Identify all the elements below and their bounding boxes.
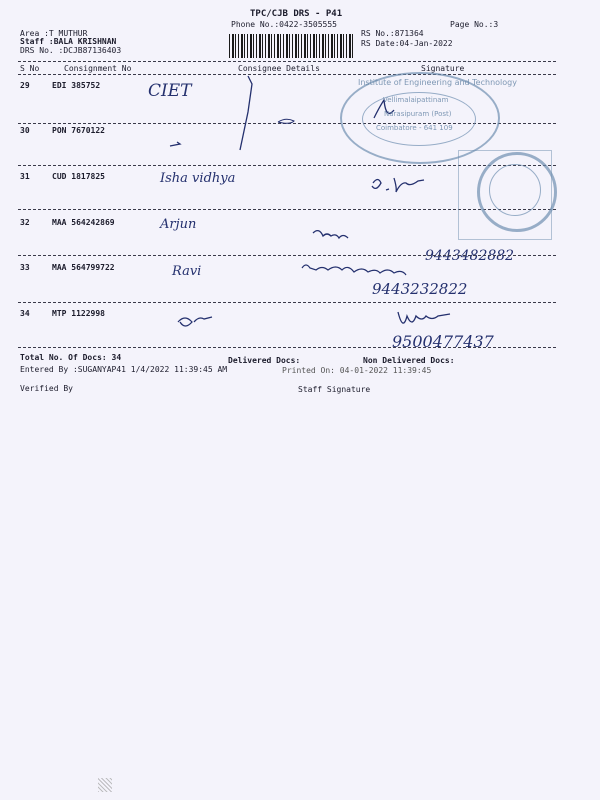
drs-number: DRS No. :DCJB87136403 <box>20 46 122 55</box>
column-header-consignee: Consignee Details <box>238 64 320 73</box>
delivered-docs: Delivered Docs: <box>228 356 301 365</box>
handwritten-consignee: CIET <box>148 81 192 101</box>
column-header-sno: S No <box>20 64 40 73</box>
handwritten-consignee: Arjun <box>160 217 197 232</box>
row-consignment: MTP 1122998 <box>52 309 105 318</box>
handwritten-consignee: Isha vidhya <box>160 171 236 186</box>
staff-signature-label: Staff Signature <box>298 385 371 394</box>
total-docs: Total No. Of Docs: 34 <box>20 353 122 362</box>
row-sno: 31 <box>20 172 30 181</box>
row-consignment: MAA 564242869 <box>52 218 115 227</box>
page-number: Page No.:3 <box>450 20 499 29</box>
rs-date: RS Date:04-Jan-2022 <box>361 39 453 48</box>
verified-by: Verified By <box>20 384 73 393</box>
printed-on: Printed On: 04-01-2022 11:39:45 <box>282 366 432 375</box>
staff-label: Staff :BALA KRISHNAN <box>20 37 117 46</box>
seal-ring-text: Institute of Engineering and Technology <box>358 78 517 87</box>
row-sno: 30 <box>20 126 30 135</box>
column-header-signature: Signature <box>421 64 465 73</box>
handwritten-phone: 9443232822 <box>372 280 468 298</box>
document-title: TPC/CJB DRS - P41 <box>250 9 343 19</box>
handwritten-phone: 9500477437 <box>392 332 494 351</box>
handwritten-consignee: Ravi <box>172 264 202 279</box>
seal-frame <box>458 150 552 240</box>
column-header-consignment: Consignment No <box>64 64 132 73</box>
handwritten-phone: 9443482882 <box>425 248 515 264</box>
row-consignment: EDI 385752 <box>52 81 101 90</box>
row-sno: 34 <box>20 309 30 318</box>
non-delivered-docs: Non Delivered Docs: <box>363 356 455 365</box>
row-sno: 33 <box>20 263 30 272</box>
rs-number: RS No.:871364 <box>361 29 424 38</box>
row-consignment: MAA 564799722 <box>52 263 115 272</box>
row-sno: 32 <box>20 218 30 227</box>
scan-artifact <box>98 778 112 792</box>
row-consignment: CUD 1817825 <box>52 172 105 181</box>
area-label: Area :T MUTHUR <box>20 29 88 38</box>
entered-by: Entered By :SUGANYAP41 1/4/2022 11:39:45 AM <box>20 365 228 374</box>
row-sno: 29 <box>20 81 30 90</box>
seal-text: Vellimalaipattinam <box>383 96 449 104</box>
phone-number: Phone No.:0422-3505555 <box>231 20 337 29</box>
seal-text: Narasipuram (Post) <box>384 110 452 118</box>
seal-text: Coimbatore - 641 109 <box>376 124 453 132</box>
row-consignment: PON 7670122 <box>52 126 105 135</box>
